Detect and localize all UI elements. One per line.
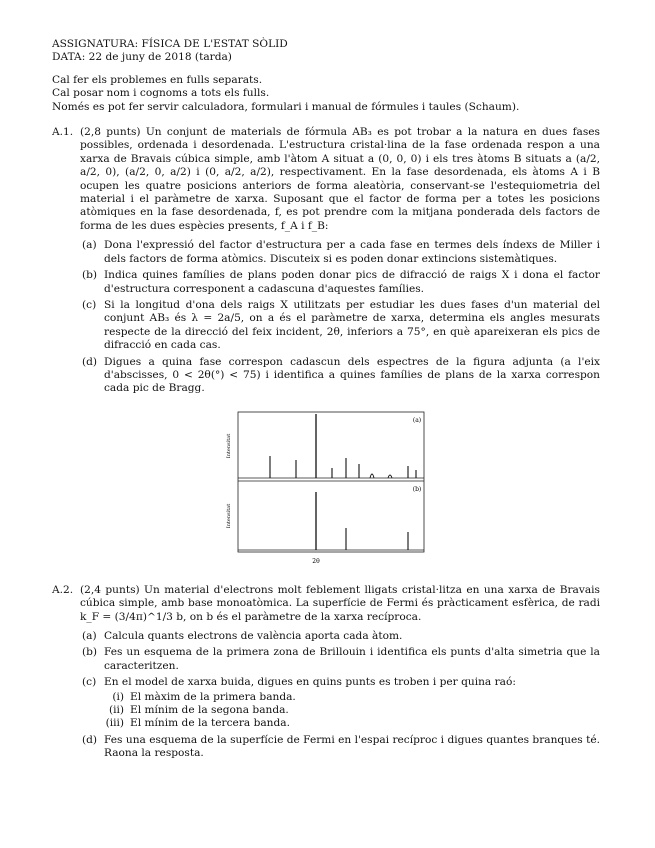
- item-label: (d): [82, 733, 98, 746]
- instruction-line: Només es pot fer servir calculadora, formulari i manual de fórmules i taules (Schaum).: [52, 100, 520, 113]
- question-item: [80, 630, 600, 643]
- question-item: [80, 734, 600, 761]
- subquestion-label: (ii): [108, 704, 124, 716]
- subquestion-text: El mínim de la tercera banda.: [130, 717, 290, 730]
- item-label: (c): [82, 676, 97, 689]
- panel-b-label: (b): [412, 485, 422, 493]
- item-label: (a): [82, 239, 97, 252]
- question-item: [80, 299, 600, 353]
- problem-number: A.1.: [52, 126, 74, 139]
- item-text: Si la longitud d'ona dels raigs X utilitzats per estudiar les dues fases d'un material del conjunt AB₃ és λ = 2a/5, on a és el paràmetre de xarxa, determina els angles mesurats respecte de la direcció del feix incident, 2θ, inferiors a 75°, en què apareixeran els pics de difracció en cada cas.: [104, 298, 600, 352]
- y-axis-label-b: Intensitat: [226, 503, 232, 529]
- subquestion-text: El màxim de la primera banda.: [130, 690, 296, 703]
- subquestion-text: El mínim de la segona banda.: [130, 704, 289, 716]
- item-text: Dona l'expressió del factor d'estructura per a cada fase en termes dels índexs de Miller i dels factors de forma atòmics. Discuteix si es poden donar extincions sistemàtiques.: [104, 239, 600, 265]
- question-item: [80, 239, 600, 266]
- question-item: [80, 676, 600, 731]
- diffraction-spectra-svg: [212, 410, 452, 570]
- instruction-line: Cal posar nom i cognoms a tots els fulls.: [52, 87, 270, 100]
- item-text: Digues a quina fase correspon cadascun dels espectres de la figura adjunta (a l'eix d'abscisses, 0 < 2θ(°) < 75) i identifica a quines famílies de plans de la xarxa correspon cada pic de Bragg.: [104, 355, 600, 395]
- problem-a1-items: [80, 239, 600, 395]
- problem-statement: (2,4 punts) Un material d'electrons molt feblement lligats cristal·litza en una xarxa de Bravais cúbica simple, amb base monoatòmica. La superfície de Fermi és pràcticament esfèrica, de radi k_F = (3/4π)^1/3 b, on b és el paràmetre de la xarxa recíproca.: [80, 583, 600, 623]
- spectrum-b-peaks: [316, 492, 408, 550]
- item-text: En el model de xarxa buida, digues en quins punts es troben i per quina raó:: [104, 676, 516, 689]
- subquestion-item: [104, 704, 600, 717]
- problem-number: A.2.: [52, 583, 74, 596]
- question-item: [80, 646, 600, 673]
- item-label: (d): [82, 355, 98, 368]
- date-line: DATA: 22 de juny de 2018 (tarda): [52, 51, 232, 64]
- item-text: Indica quines famílies de plans poden donar pics de difracció de raigs X i dona el factor d'estructura corresponent a cadascuna d'aquestes famílies.: [104, 269, 600, 295]
- item-label: (b): [82, 646, 98, 659]
- panel-a-label: (a): [412, 416, 422, 424]
- subquestion-item: [104, 691, 600, 704]
- item-text: Fes un esquema de la primera zona de Brillouin i identifica els punts d'alta simetria que la caracteritzen.: [104, 646, 600, 672]
- subquestion-item: [104, 717, 600, 730]
- peak-a-7: [370, 474, 374, 478]
- instruction-line: Cal fer els problemes en fulls separats.: [52, 73, 263, 86]
- subject-line: ASSIGNATURA: FÍSICA DE L'ESTAT SÒLID: [52, 38, 288, 50]
- question-item: [80, 356, 600, 396]
- problem-a2: [52, 584, 600, 761]
- problem-a1: [52, 126, 600, 396]
- subquestion-label: (i): [112, 690, 124, 703]
- x-axis-label: 2θ: [312, 557, 320, 565]
- item-label: (c): [82, 298, 97, 311]
- problem-statement: (2,8 punts) Un conjunt de materials de fórmula AB₃ es pot trobar a la natura en dues fases possibles, ordenada i desordenada. L'estructura cristal·lina de la fase ordenada respon a una xarxa de Bravais cúbica simple, amb l'àtom A situat a (0, 0, 0) i els tres àtoms B situats a (a/2, a/2, 0), (a/2, 0, a/2) i (0, a/2, a/2), respectivament. En la fase desordenada, els àtoms A i B ocupen les quatre posicions anteriors de forma aleatòria, conservant-se l'estequiometria del material i el paràmetre de xarxa. Suposant que el factor de forma per a totes les posicions atòmiques en la fase desordenada, f, es pot prendre com la mitjana ponderada dels factors de forma de les dues espècies presents, f_A i f_B:: [80, 126, 600, 232]
- subquestion-list: [104, 691, 600, 731]
- figure-frame: [238, 412, 424, 552]
- item-text: Fes una esquema de la superfície de Fermi en l'espai recíproc i digues quantes branques té. Raona la resposta.: [104, 733, 600, 760]
- item-text: Calcula quants electrons de valència aporta cada àtom.: [104, 629, 403, 642]
- subquestion-label: (iii): [105, 717, 124, 730]
- question-item: [80, 269, 600, 296]
- item-label: (b): [82, 269, 98, 282]
- y-axis-label-a: Intensitat: [226, 433, 232, 459]
- spectrum-a-peaks: [270, 414, 416, 478]
- item-label: (a): [82, 629, 97, 642]
- exam-page: [52, 38, 600, 764]
- problem-a2-items: [80, 630, 600, 761]
- peak-a-8: [388, 475, 392, 478]
- diffraction-figure: [52, 410, 600, 572]
